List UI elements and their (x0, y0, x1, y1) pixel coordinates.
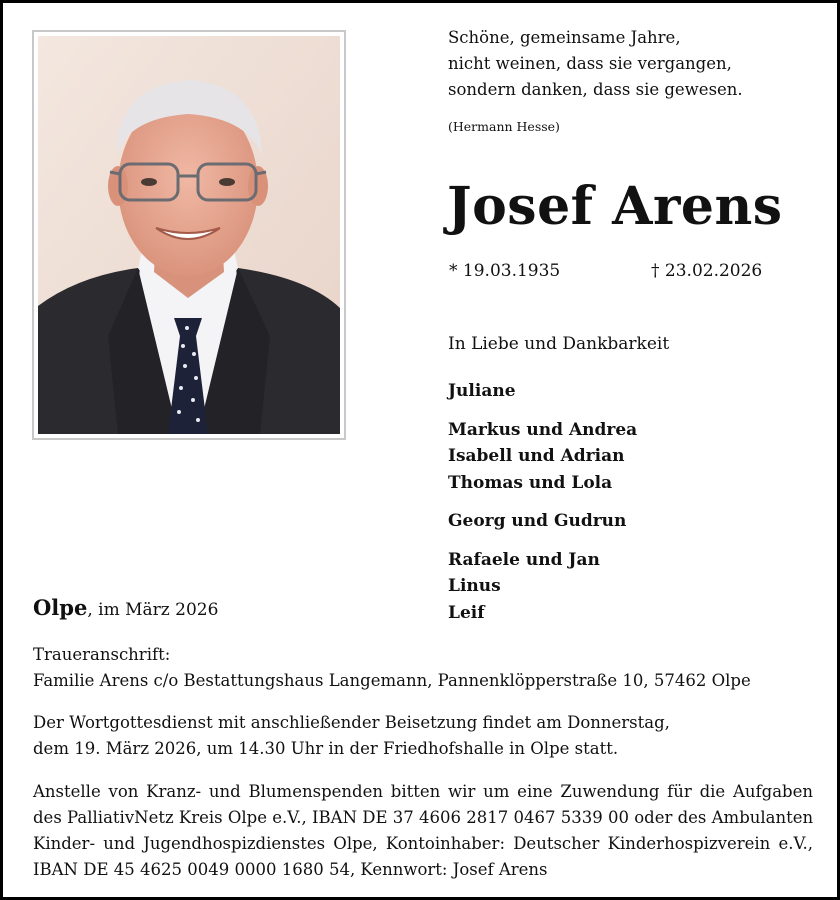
family-member: Markus und Andrea (448, 419, 638, 440)
portrait-frame (32, 30, 346, 440)
donation-line: IBAN DE 45 4625 0049 0000 1680 54, Kennwort: Josef Arens (33, 860, 548, 879)
quote-line: Schöne, gemeinsame Jahre, (448, 28, 681, 47)
donation-line: Anstelle von Kranz- und Blumenspenden bitten wir um eine Zuwendung für die Aufgaben (33, 782, 813, 801)
family-group (448, 417, 828, 497)
family-member: Isabell und Adrian (448, 446, 625, 466)
family-list (448, 378, 828, 638)
portrait-illustration (38, 36, 340, 434)
quote-line: nicht weinen, dass sie vergangen, (448, 54, 732, 73)
place-name: Olpe (33, 595, 88, 620)
family-group (448, 508, 828, 535)
death-date: † 23.02.2026 (651, 261, 763, 281)
dedication-text: In Liebe und Dankbarkeit (448, 334, 670, 354)
service-line: Der Wortgottesdienst mit anschließender Beisetzung findet am Donnerstag, (33, 713, 670, 732)
family-group (448, 547, 828, 627)
donation-line: Kinder- und Jugendhospizdienstes Olpe, Kontoinhaber: Deutscher Kinderhospizverein e.V., (33, 834, 813, 853)
quote (448, 25, 808, 103)
service-info (33, 710, 813, 762)
family-member: Georg und Gudrun (448, 511, 627, 531)
address-text: Familie Arens c/o Bestattungshaus Langemann, Pannenklöpperstraße 10, 57462 Olpe (33, 671, 751, 690)
quote-line: sondern danken, dass sie gewesen. (448, 80, 743, 99)
birth-date: * 19.03.1935 (449, 261, 561, 281)
donation-line: des PalliativNetz Kreis Olpe e.V., IBAN DE 37 4606 2817 0467 5339 00 oder des Ambulanten (33, 808, 814, 827)
quote-author: (Hermann Hesse) (448, 119, 560, 134)
family-member: Linus (448, 576, 501, 596)
service-line: dem 19. März 2026, um 14.30 Uhr in der Friedhofshalle in Olpe statt. (33, 739, 619, 758)
family-member: Rafaele und Jan (448, 549, 600, 570)
family-member: Juliane (448, 381, 516, 401)
notice-date: , im März 2026 (87, 600, 219, 620)
family-member: Thomas und Lola (448, 472, 613, 493)
mourning-address (33, 642, 751, 694)
donation-info (33, 779, 813, 883)
family-group (448, 378, 828, 405)
place-date (33, 595, 218, 620)
portrait-photo (38, 36, 340, 434)
deceased-name: Josef Arens (447, 176, 783, 237)
family-member: Leif (448, 602, 485, 623)
address-label: Traueranschrift: (33, 645, 171, 664)
